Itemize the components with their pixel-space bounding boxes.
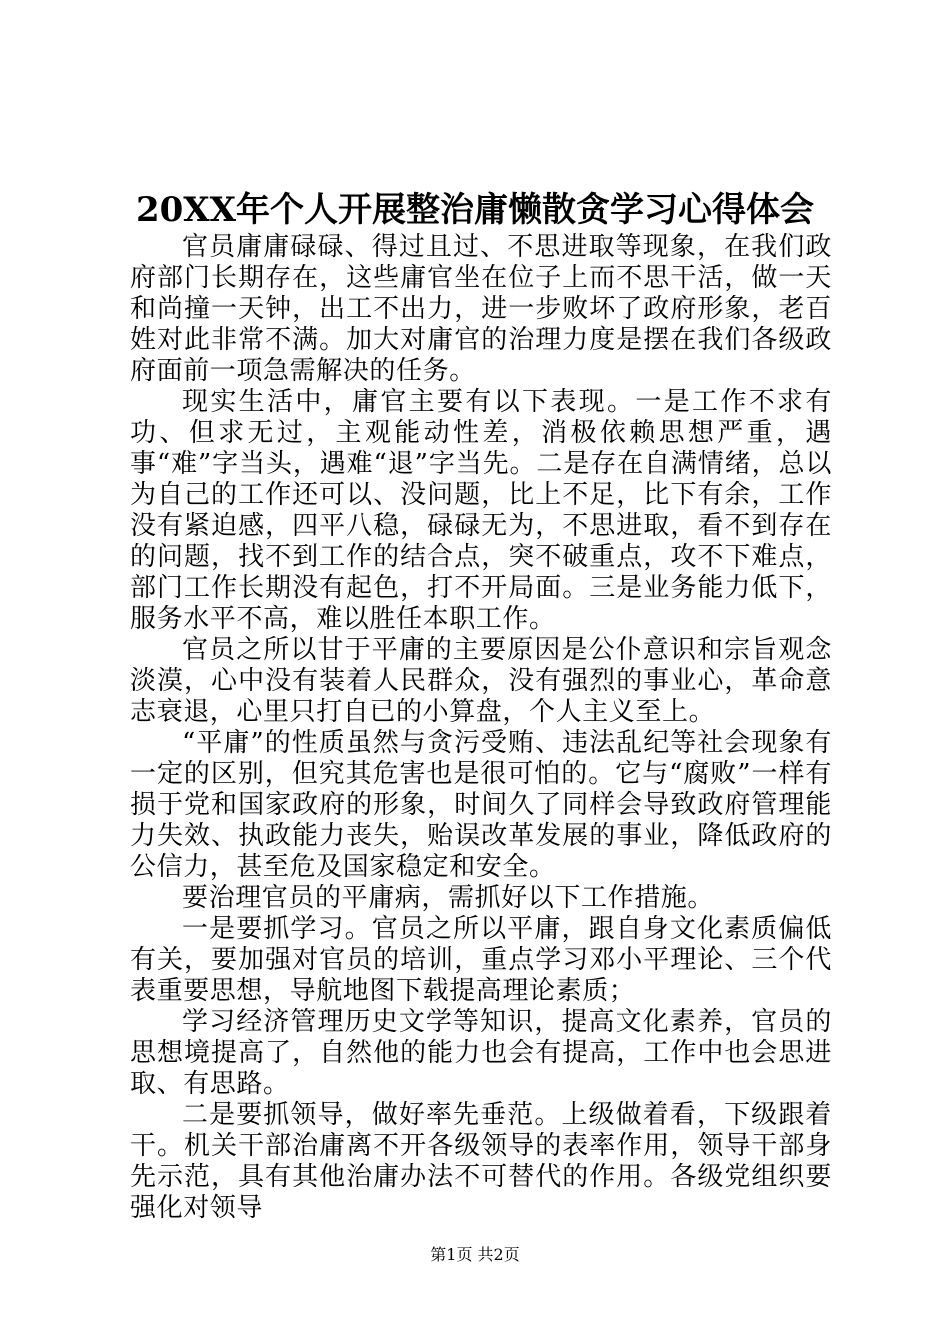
- paragraph-4: “平庸”的性质虽然与贪污受贿、违法乱纪等社会现象有一定的区别，但究其危害也是很可怕的。它与“腐败”一样有损于党和国家政府的形象，时间久了同样会导致政府管理能力失效、执政能力丧失，贻误改革发展的事业，降低政府的公信力，甚至危及国家稳定和安全。: [130, 728, 832, 882]
- paragraph-1: 官员庸庸碌碌、得过且过、不思进取等现象，在我们政府部门长期存在，这些庸官坐在位子上而不思干活，做一天和尚撞一天钟，出工不出力，进一步败坏了政府形象，老百姓对此非常不满。加大对庸官的治理力度是摆在我们各级政府面前一项急需解决的任务。: [130, 232, 832, 386]
- paragraph-7: 学习经济管理历史文学等知识，提高文化素养，官员的思想境提高了，自然他的能力也会有提高，工作中也会思进取、有思路。: [130, 1007, 832, 1099]
- page-footer: 第1页 共2页: [430, 1245, 520, 1264]
- paragraph-5: 要治理官员的平庸病，需抓好以下工作措施。: [182, 883, 715, 913]
- paragraph-8: 二是要抓领导，做好率先垂范。上级做着看，下级跟着干。机关干部治庸离不开各级领导的表率作用，领导干部身先示范，具有其他治庸办法不可替代的作用。各级党组织要强化对领导: [130, 1100, 832, 1223]
- paragraph-2: 现实生活中，庸官主要有以下表现。一是工作不求有功、但求无过，主观能动性差，消极依赖思想严重，遇事“难”字当头，遇难“退”字当先。二是存在自满情绪，总以为自己的工作还可以、没问题，比上不足，比下有余，工作没有紧迫感，四平八稳，碌碌无为，不思进取，看不到存在的问题，找不到工作的结合点，突不破重点，攻不下难点，部门工作长期没有起色，打不开局面。三是业务能力低下，服务水平不高，难以胜任本职工作。: [130, 387, 832, 634]
- paragraph-6: 一是要抓学习。官员之所以平庸，跟自身文化素质偏低有关，要加强对官员的培训，重点学习邓小平理论、三个代表重要思想，导航地图下载提高理论素质；: [130, 914, 832, 1006]
- paragraph-3: 官员之所以甘于平庸的主要原因是公仆意识和宗旨观念淡漠，心中没有装着人民群众，没有强烈的事业心，革命意志衰退，心里只打自已的小算盘，个人主义至上。: [130, 635, 832, 727]
- document-title: 20XX年个人开展整治庸懒散贪学习心得体会: [135, 190, 815, 230]
- document-body: [130, 232, 832, 1224]
